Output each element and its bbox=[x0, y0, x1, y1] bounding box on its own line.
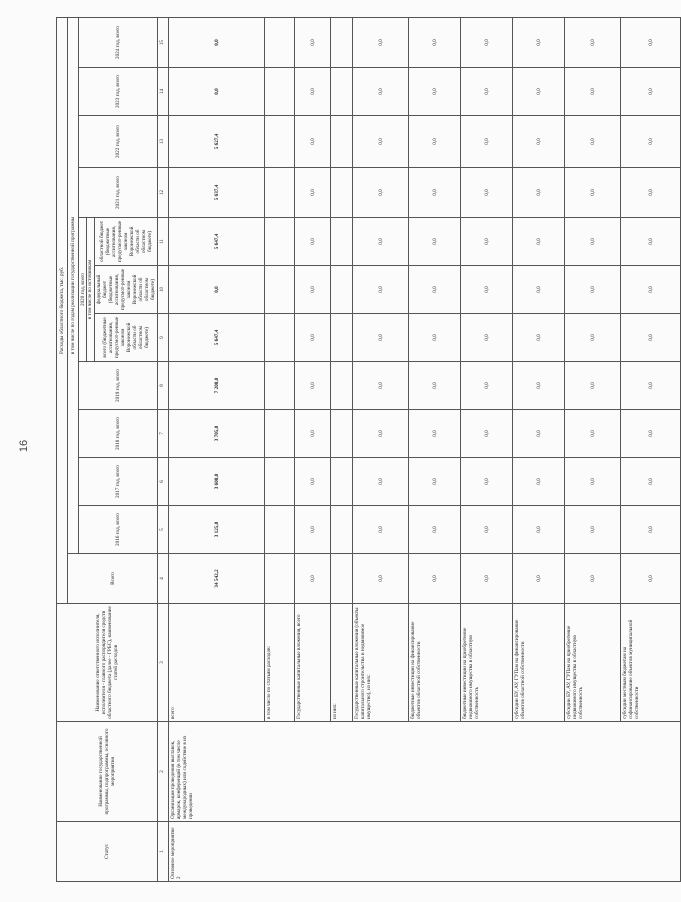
value-cell: 0,0 bbox=[409, 362, 461, 410]
header-executor: Наименование ответственного исполнителя, исполнителя - главного распорядителя средств областного бюджета (далее - ГРБС), наименование статей расходов bbox=[57, 604, 158, 722]
value-cell bbox=[331, 266, 353, 314]
value-cell: 0,0 bbox=[565, 168, 621, 218]
value-cell: 0,0 bbox=[169, 68, 265, 116]
value-cell bbox=[265, 17, 295, 67]
expense-item-label: из них: bbox=[331, 604, 353, 722]
value-cell: 3 600,0 bbox=[169, 458, 265, 506]
value-cell: 0,0 bbox=[565, 314, 621, 362]
value-cell bbox=[265, 410, 295, 458]
value-cell: 0,0 bbox=[513, 410, 565, 458]
value-cell: 0,0 bbox=[621, 554, 681, 604]
value-cell: 0,0 bbox=[409, 314, 461, 362]
value-cell: 0,0 bbox=[169, 17, 265, 67]
status-cell: Основное мероприятие 2 bbox=[169, 822, 681, 882]
column-index: 3 bbox=[158, 604, 169, 722]
value-cell: 0,0 bbox=[565, 362, 621, 410]
value-cell: 3 125,0 bbox=[169, 506, 265, 554]
value-cell: 0,0 bbox=[461, 554, 513, 604]
value-cell: 0,0 bbox=[565, 266, 621, 314]
value-cell bbox=[331, 506, 353, 554]
header-total: Всего bbox=[68, 554, 158, 604]
value-cell: 0,0 bbox=[295, 362, 331, 410]
table-row bbox=[169, 17, 265, 881]
column-index: 7 bbox=[158, 410, 169, 458]
value-cell: 0,0 bbox=[565, 554, 621, 604]
value-cell: 0,0 bbox=[461, 458, 513, 506]
value-cell: 0,0 bbox=[409, 168, 461, 218]
value-cell: 0,0 bbox=[461, 218, 513, 266]
value-cell: 0,0 bbox=[353, 458, 409, 506]
value-cell: 0,0 bbox=[295, 410, 331, 458]
value-cell: 0,0 bbox=[353, 506, 409, 554]
value-cell bbox=[331, 362, 353, 410]
value-cell bbox=[331, 17, 353, 67]
value-cell: 0,0 bbox=[353, 554, 409, 604]
header-expenses-title: Расходы областного бюджета, тыс. руб. bbox=[57, 17, 68, 603]
value-cell: 0,0 bbox=[295, 218, 331, 266]
header-by-years: в том числе по годам реализации государственной программы bbox=[68, 17, 79, 553]
value-cell bbox=[331, 458, 353, 506]
value-cell: 0,0 bbox=[353, 17, 409, 67]
column-index: 15 bbox=[158, 17, 169, 67]
value-cell: 0,0 bbox=[513, 362, 565, 410]
column-index: 12 bbox=[158, 168, 169, 218]
value-cell: 0,0 bbox=[621, 168, 681, 218]
value-cell: 5 627,4 bbox=[169, 116, 265, 168]
value-cell: 0,0 bbox=[295, 168, 331, 218]
column-index: 2 bbox=[158, 722, 169, 822]
value-cell: 0,0 bbox=[353, 116, 409, 168]
value-cell: 0,0 bbox=[295, 116, 331, 168]
value-cell: 0,0 bbox=[295, 554, 331, 604]
value-cell: 0,0 bbox=[409, 68, 461, 116]
value-cell: 0,0 bbox=[621, 362, 681, 410]
value-cell: 0,0 bbox=[565, 506, 621, 554]
value-cell bbox=[331, 68, 353, 116]
value-cell: 0,0 bbox=[621, 17, 681, 67]
expense-item-label: Государственные капитальные вложения (объекты капитального строительства и недвижимое имущество), из них: bbox=[353, 604, 409, 722]
value-cell: 5 647,4 bbox=[169, 218, 265, 266]
column-index: 4 bbox=[158, 554, 169, 604]
value-cell: 0,0 bbox=[461, 17, 513, 67]
value-cell: 0,0 bbox=[621, 506, 681, 554]
rotated-table-container bbox=[56, 20, 654, 882]
value-cell: 0,0 bbox=[513, 506, 565, 554]
value-cell: 5 647,4 bbox=[169, 314, 265, 362]
value-cell: 0,0 bbox=[513, 458, 565, 506]
value-cell: 0,0 bbox=[513, 218, 565, 266]
value-cell: 0,0 bbox=[353, 362, 409, 410]
header-status: Статус bbox=[57, 822, 158, 882]
value-cell: 0,0 bbox=[565, 68, 621, 116]
value-cell: 3 705,0 bbox=[169, 410, 265, 458]
header-program-name: Наименование государственной программы, подпрограммы, основного мероприятия bbox=[57, 722, 158, 822]
value-cell bbox=[331, 410, 353, 458]
value-cell: 0,0 bbox=[513, 314, 565, 362]
value-cell: 0,0 bbox=[295, 506, 331, 554]
header-2021: 2021 год, всего bbox=[79, 168, 158, 218]
value-cell: 0,0 bbox=[513, 554, 565, 604]
header-2019: 2019 год, всего bbox=[79, 362, 158, 410]
header-2016: 2016 год, всего bbox=[79, 506, 158, 554]
value-cell bbox=[265, 168, 295, 218]
expense-item-label: всего bbox=[169, 604, 265, 722]
value-cell bbox=[265, 266, 295, 314]
header-2017: 2017 год, всего bbox=[79, 458, 158, 506]
value-cell bbox=[265, 68, 295, 116]
value-cell: 0,0 bbox=[621, 68, 681, 116]
value-cell: 0,0 bbox=[409, 266, 461, 314]
column-index: 14 bbox=[158, 68, 169, 116]
value-cell: 0,0 bbox=[621, 218, 681, 266]
value-cell: 0,0 bbox=[461, 314, 513, 362]
expenses-table bbox=[56, 17, 681, 882]
column-index: 8 bbox=[158, 362, 169, 410]
value-cell: 0,0 bbox=[295, 314, 331, 362]
column-index: 9 bbox=[158, 314, 169, 362]
value-cell: 0,0 bbox=[513, 116, 565, 168]
value-cell: 0,0 bbox=[565, 116, 621, 168]
header-2020-all: всего (бюджетные ассигнования, предусмот-ренные законом Воронежской области об областном бюджете) bbox=[95, 314, 158, 362]
value-cell: 0,0 bbox=[295, 458, 331, 506]
value-cell: 0,0 bbox=[461, 362, 513, 410]
value-cell bbox=[331, 554, 353, 604]
value-cell bbox=[331, 218, 353, 266]
value-cell: 0,0 bbox=[565, 458, 621, 506]
value-cell bbox=[265, 116, 295, 168]
value-cell bbox=[265, 218, 295, 266]
column-index: 1 bbox=[158, 822, 169, 882]
value-cell bbox=[265, 458, 295, 506]
header-2024: 2024 год, всего bbox=[79, 17, 158, 67]
value-cell: 0,0 bbox=[409, 554, 461, 604]
value-cell: 0,0 bbox=[461, 266, 513, 314]
value-cell bbox=[331, 116, 353, 168]
column-index: 10 bbox=[158, 266, 169, 314]
value-cell: 0,0 bbox=[169, 266, 265, 314]
value-cell: 0,0 bbox=[409, 116, 461, 168]
value-cell: 0,0 bbox=[353, 266, 409, 314]
page-number: 16 bbox=[18, 439, 31, 453]
value-cell: 0,0 bbox=[295, 266, 331, 314]
value-cell: 0,0 bbox=[461, 410, 513, 458]
value-cell: 0,0 bbox=[565, 17, 621, 67]
value-cell: 0,0 bbox=[353, 218, 409, 266]
expense-item-label: бюджетные инвестиции на приобретение недвижимого имущества в областную собственность bbox=[461, 604, 513, 722]
value-cell: 0,0 bbox=[565, 218, 621, 266]
header-2020-total bbox=[79, 218, 95, 362]
value-cell: 0,0 bbox=[409, 218, 461, 266]
column-index-row bbox=[158, 17, 169, 881]
value-cell: 0,0 bbox=[461, 116, 513, 168]
measure-name-cell: Организация проведения выставок, ярмарок, конференций (в том числе международных) или содействие в их проведении bbox=[169, 722, 681, 822]
header-2020-label: 2020 год, всего bbox=[80, 272, 86, 307]
column-index: 6 bbox=[158, 458, 169, 506]
value-cell: 0,0 bbox=[295, 68, 331, 116]
value-cell: 0,0 bbox=[461, 506, 513, 554]
header-2020-federal: федеральный бюджет (бюджетные ассигнования, предусмот-ренные законом Воронежской области об областном бюджете) bbox=[95, 266, 158, 314]
value-cell: 0,0 bbox=[621, 458, 681, 506]
expense-item-label: субсидии БУ, АУ, ГУПам на финансирование объектов областной собственности bbox=[513, 604, 565, 722]
value-cell: 0,0 bbox=[409, 17, 461, 67]
column-index: 13 bbox=[158, 116, 169, 168]
column-index: 5 bbox=[158, 506, 169, 554]
expense-item-label: бюджетные инвестиции на финансирование объектов областной собственности bbox=[409, 604, 461, 722]
value-cell: 0,0 bbox=[409, 458, 461, 506]
value-cell bbox=[265, 506, 295, 554]
value-cell: 5 637,4 bbox=[169, 168, 265, 218]
value-cell: 0,0 bbox=[461, 168, 513, 218]
value-cell: 0,0 bbox=[353, 68, 409, 116]
expense-item-label: в том числе по статьям расходов: bbox=[265, 604, 295, 722]
expense-item-label: субсидии местным бюджетам на софинансирование объектов муниципальной собственности bbox=[621, 604, 681, 722]
value-cell: 0,0 bbox=[513, 168, 565, 218]
expense-item-label: субсидии БУ, АУ, ГУПам на приобретение недвижимого имущества в областную собственность bbox=[565, 604, 621, 722]
value-cell: 0,0 bbox=[565, 410, 621, 458]
value-cell bbox=[331, 314, 353, 362]
header-2020-regional: областной бюджет (бюджетные ассигнования, предусмот-ренные законом Воронежской области об областном бюджете) bbox=[95, 218, 158, 266]
value-cell bbox=[331, 168, 353, 218]
header-by-sources: в том числе по источникам bbox=[86, 218, 93, 361]
value-cell: 0,0 bbox=[295, 17, 331, 67]
value-cell: 7 200,0 bbox=[169, 362, 265, 410]
value-cell: 0,0 bbox=[353, 410, 409, 458]
value-cell: 0,0 bbox=[353, 168, 409, 218]
value-cell: 0,0 bbox=[409, 506, 461, 554]
value-cell: 0,0 bbox=[621, 116, 681, 168]
value-cell: 0,0 bbox=[513, 68, 565, 116]
value-cell: 0,0 bbox=[621, 266, 681, 314]
column-index: 11 bbox=[158, 218, 169, 266]
table-header bbox=[57, 17, 169, 881]
value-cell: 0,0 bbox=[513, 17, 565, 67]
value-cell: 0,0 bbox=[409, 410, 461, 458]
document-page bbox=[56, 20, 654, 882]
value-cell bbox=[265, 314, 295, 362]
expense-item-label: Государственные капитальные вложения, всего bbox=[295, 604, 331, 722]
table-body bbox=[169, 17, 681, 881]
value-cell: 0,0 bbox=[353, 314, 409, 362]
header-2018: 2018 год, всего bbox=[79, 410, 158, 458]
value-cell bbox=[265, 362, 295, 410]
value-cell: 34 542,2 bbox=[169, 554, 265, 604]
value-cell: 0,0 bbox=[621, 410, 681, 458]
header-2023: 2023 год, всего bbox=[79, 68, 158, 116]
value-cell: 0,0 bbox=[461, 68, 513, 116]
value-cell: 0,0 bbox=[513, 266, 565, 314]
value-cell bbox=[265, 554, 295, 604]
value-cell: 0,0 bbox=[621, 314, 681, 362]
header-2022: 2022 год, всего bbox=[79, 116, 158, 168]
